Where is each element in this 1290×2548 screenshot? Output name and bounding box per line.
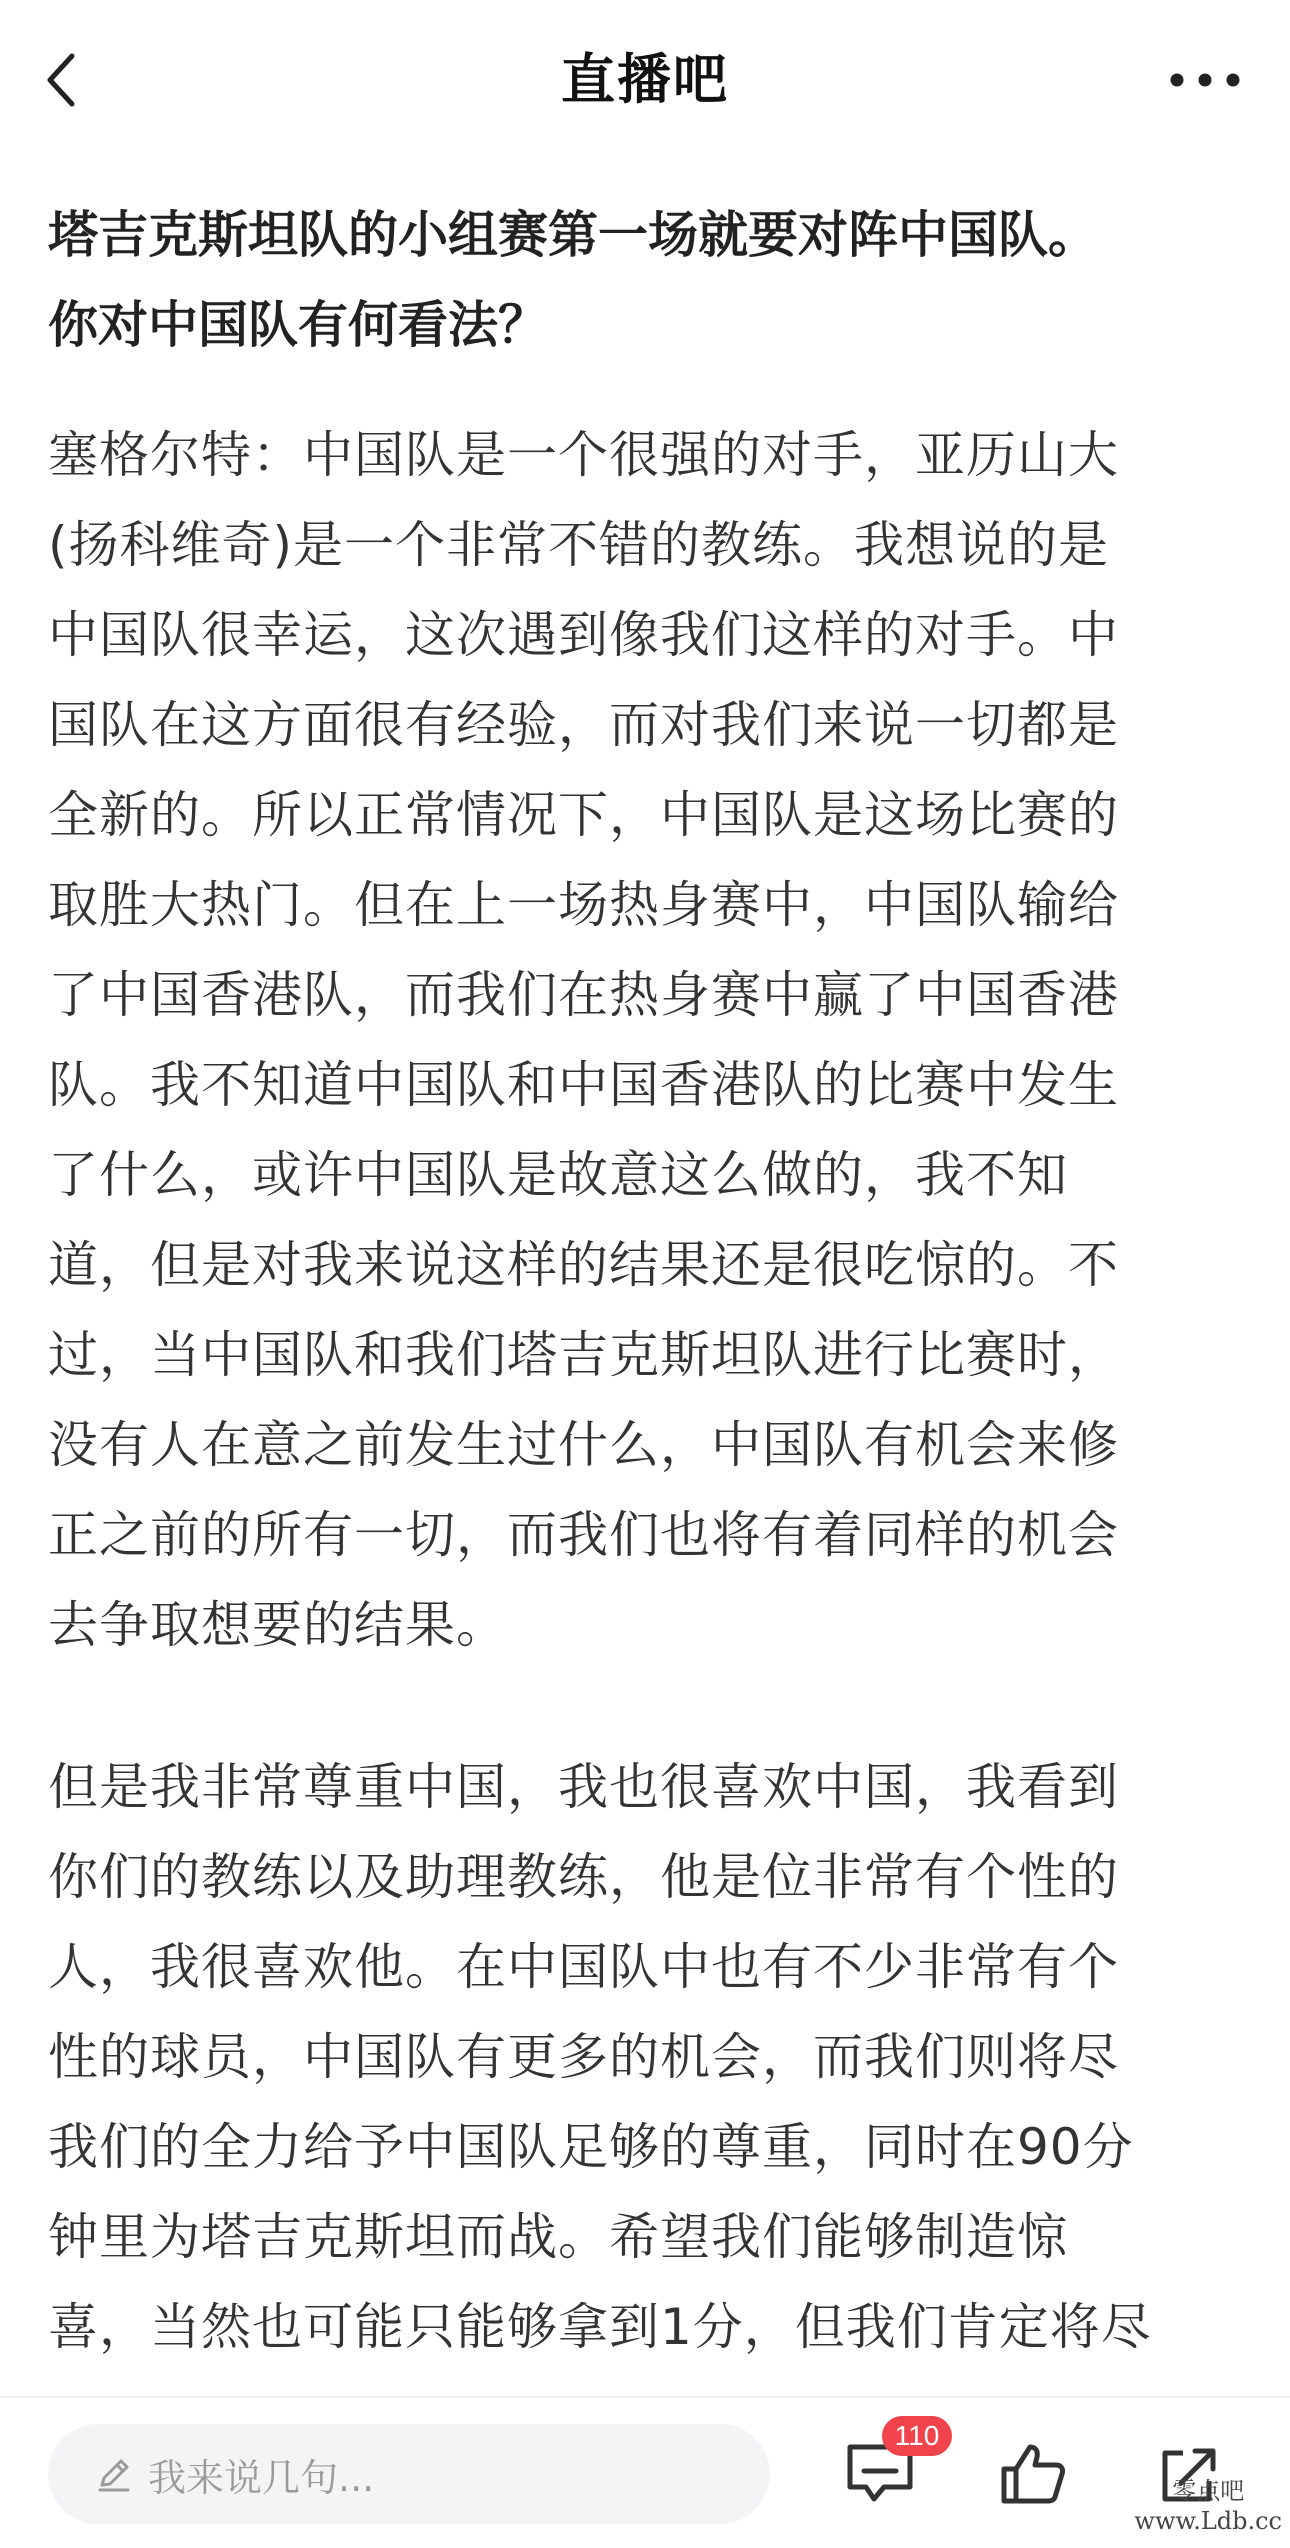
bottom-action-bar [0,2396,1290,2548]
like-button[interactable] [985,2426,1081,2522]
article-body [48,190,1244,2444]
question-heading: 塔吉克斯坦队的小组赛第一场就要对阵中国队。 你对中国队有何看法？ [48,206,1098,354]
site-watermark [1134,2476,1282,2536]
page-title: 直播吧 [561,48,729,111]
comment-placeholder: 我来说几句... [148,2455,375,2500]
top-nav-bar [0,0,1290,160]
pen-icon [92,2452,136,2496]
more-button[interactable] [1160,40,1250,120]
answer-paragraph-1: 塞格尔特：中国队是一个很强的对手，亚历山大 (扬科维奇)是一个非常不错的教练。我想说的是 中国队很幸运，这次遇到像我们这样的对手。中 国队在这方面很有经验，而对我们来说一切都是 全新的。所以正常情况下，中国队是这场比赛的 取胜大热门。但在上一场热身赛中，中国队输给 了中国香港队，而我们在热身赛中赢了中国香港 队。我不知道中国队和中国香港队的比赛中发生 了什么，或许中国队是故意这么做的，我不知 道，但是对我来说这样的结果还是很吃惊的。不 过，当中国队和我们塔吉克斯坦队进行比赛时， 没有人在意之前发生过什么，中国队有机会来修 正之前的所有一切，而我们也将有着同样的机会 去争取想要的结果。 [48,426,1119,1654]
watermark-line-1: 零点吧 [1172,2477,1245,2505]
more-dots-icon [1169,72,1241,88]
comment-input[interactable] [48,2424,770,2524]
thumbs-up-icon [998,2441,1068,2507]
comment-count-badge: 110 [882,2416,952,2456]
watermark-line-2: www.Ldb.cc [1134,2507,1282,2535]
answer-paragraph-2: 但是我非常尊重中国，我也很喜欢中国，我看到 你们的教练以及助理教练，他是位非常有个性的 人，我很喜欢他。在中国队中也有不少非常有个 性的球员，中国队有更多的机会，而我们则将尽 我们的全力给予中国队足够的尊重，同时在90分 钟里为塔吉克斯坦而战。希望我们能够制造惊 喜，当然也可能只能够拿到1分，但我们肯定将尽 [48,1758,1152,2356]
